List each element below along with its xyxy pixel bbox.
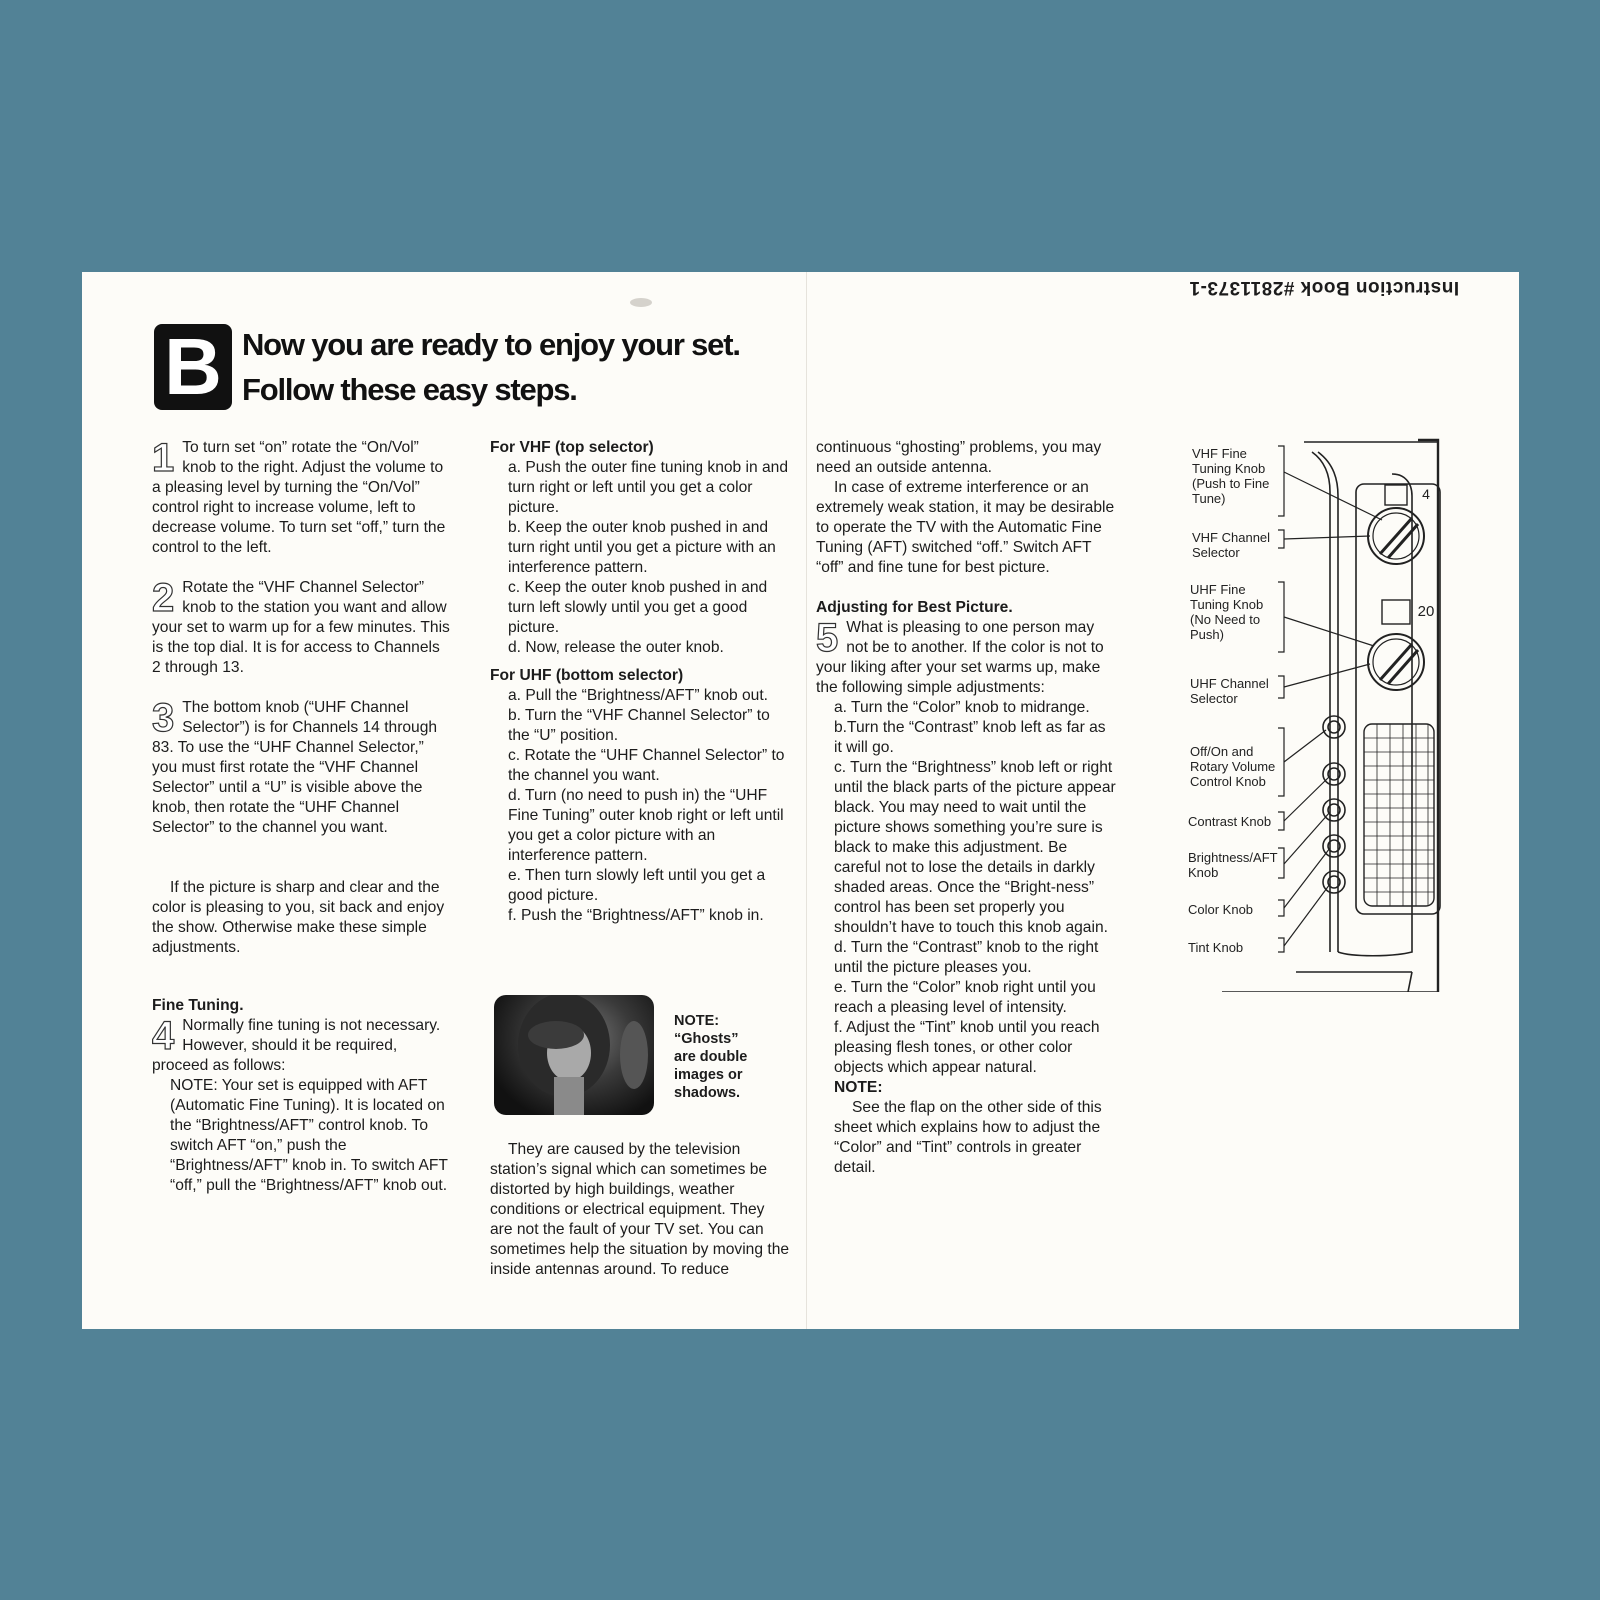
label-uhf-channel: UHF Channel Selector <box>1190 676 1269 706</box>
section-badge: B <box>154 324 232 410</box>
best-step-f: f. Adjust the “Tint” knob until you reach pleasing flesh tones, or other color objects which appear natural. <box>834 1019 1100 1076</box>
column-2 <box>490 438 790 926</box>
vhf-heading: For VHF (top selector) <box>490 439 654 456</box>
step-number-2: 2 <box>152 576 175 620</box>
uhf-channel-number: 20 <box>1417 603 1435 620</box>
label-offon-volume: Off/On and Rotary Volume Control Knob <box>1190 744 1276 789</box>
step-5: 5 What is pleasing to one person may not be to another. If the color is not to your liking after your set warms up, make the following simple adjustments: <box>816 616 1104 696</box>
vhf-step-c: c. Keep the outer knob pushed in and turn left slowly until you get a good picture. <box>508 579 768 636</box>
page-title <box>242 322 740 412</box>
interference-text: In case of extreme interference or an extremely weak station, it may be desirable to operate the TV with the Automatic Fine Tuning (AFT) switched “off.” Switch AFT “off” and fine tune for best picture. <box>816 479 1115 576</box>
column-1 <box>152 438 452 1196</box>
ghost-photo <box>494 995 654 1115</box>
step-3: 3 The bottom knob (“UHF Channel Selector”) is for Channels 14 through 83. To use the “UHF Channel Selector,” you must first rotate the “VHF Channel Selector” until a “U” is visible above the knob, then rotate the “UHF Channel Selector” to the channel you want. <box>152 696 438 836</box>
best-step-d: d. Turn the “Contrast” knob to the right until the picture pleases you. <box>834 939 1099 976</box>
uhf-heading: For UHF (bottom selector) <box>490 667 684 684</box>
vhf-step-d: d. Now, release the outer knob. <box>508 639 724 656</box>
label-vhf-channel: VHF Channel Selector <box>1192 530 1271 560</box>
label-color-knob: Color Knob <box>1188 902 1254 917</box>
label-uhf-fine-tuning: UHF Fine Tuning Knob (No Need to Push) <box>1190 582 1264 642</box>
tv-control-diagram <box>1112 432 1512 992</box>
vhf-step-b: b. Keep the outer knob pushed in and turn right until you get a picture with an interference pattern. <box>508 519 776 576</box>
uhf-step-b: b. Turn the “VHF Channel Selector” to the “U” position. <box>508 707 770 744</box>
best-picture-heading: Adjusting for Best Picture. <box>816 599 1013 616</box>
headline-line-1: Now you are ready to enjoy your set. <box>242 327 740 362</box>
best-step-b: b.Turn the “Contrast” knob left as far as it will go. <box>834 719 1106 756</box>
step-2: 2 Rotate the “VHF Channel Selector” knob to the station you want and allow your set to warm up for a few minutes. This is the top dial. It is for access to Channels 2 through 13. <box>152 576 450 676</box>
ghosting-continued: continuous “ghosting” problems, you may need an outside antenna. <box>816 439 1102 476</box>
step-number-5: 5 <box>816 616 839 660</box>
page-fold <box>806 272 807 1329</box>
instruction-sheet <box>82 272 1519 1329</box>
step-number-4: 4 <box>152 1014 175 1058</box>
uhf-step-a: a. Pull the “Brightness/AFT” knob out. <box>508 687 769 704</box>
ghost-text-block <box>490 1140 790 1280</box>
label-contrast-knob: Contrast Knob <box>1188 814 1272 829</box>
fold-mark <box>630 298 652 307</box>
column-3 <box>816 438 1116 1178</box>
label-tint-knob: Tint Knob <box>1188 940 1244 955</box>
ghost-text: They are caused by the television station’s signal which can sometimes be distorted by high buildings, weather conditions or electrical equipment. They are not the fault of your TV set. You can sometimes help the situation by moving the inside antennas around. To reduce <box>490 1141 790 1278</box>
step-number-3: 3 <box>152 696 175 740</box>
step-1: 1 To turn set “on” rotate the “On/Vol” knob to the right. Adjust the volume to a pleasing level by turning the “On/Vol” control right to increase volume, left to decrease volume. To turn set “off,” turn the control to the left. <box>152 436 446 556</box>
best-note-text: See the flap on the other side of this sheet which explains how to adjust the “Color” and “Tint” controls in greater detail. <box>834 1099 1102 1176</box>
ghost-note: NOTE: “Ghosts” are double images or shadows. <box>674 1013 748 1101</box>
ghost-photo-image <box>494 995 654 1115</box>
aft-note: NOTE: Your set is equipped with AFT (Automatic Fine Tuning). It is located on the “Brightness/AFT” control knob. To switch AFT “on,” push the “Brightness/AFT” knob in. To switch AFT “off,” pull the “Brightness/AFT” knob out. <box>170 1077 448 1194</box>
picture-sharp-text: If the picture is sharp and clear and the color is pleasing to you, sit back and enjoy the show. Otherwise make these simple adjustments. <box>152 879 445 956</box>
uhf-step-d: d. Turn (no need to push in) the “UHF Fine Tuning” outer knob right or left until you get a color picture with an interference pattern. <box>508 787 784 864</box>
best-step-c: c. Turn the “Brightness” knob left or right until the black parts of the picture appear black. You may need to wait until the picture shows something you’re sure is black to make this adjustment. Be careful not to lose the details in darkly shaded areas. Once the “Bright-ness” control has been set properly you shouldn’t have to touch this knob again. <box>834 759 1116 936</box>
headline-line-2: Follow these easy steps. <box>242 372 577 407</box>
best-note-label: NOTE: <box>834 1079 883 1096</box>
uhf-step-f: f. Push the “Brightness/AFT” knob in. <box>508 907 764 924</box>
best-step-a: a. Turn the “Color” knob to midrange. <box>834 699 1090 716</box>
step-number-1: 1 <box>152 436 175 480</box>
book-number: Instruction Book #2811373-1 <box>1188 277 1459 298</box>
best-step-e: e. Turn the “Color” knob right until you reach a pleasing level of intensity. <box>834 979 1096 1016</box>
uhf-step-e: e. Then turn slowly left until you get a good picture. <box>508 867 766 904</box>
fine-tuning-heading: Fine Tuning. <box>152 997 244 1014</box>
step-4: 4 Normally fine tuning is not necessary. However, should it be required, proceed as follows: <box>152 1014 441 1074</box>
label-brightness-knob: Brightness/AFT Knob <box>1188 850 1278 880</box>
label-vhf-fine-tuning: VHF Fine Tuning Knob (Push to Fine Tune) <box>1192 446 1270 506</box>
vhf-step-a: a. Push the outer fine tuning knob in and turn right or left until you get a color picture. <box>508 459 789 516</box>
uhf-step-c: c. Rotate the “UHF Channel Selector” to the channel you want. <box>508 747 785 784</box>
tv-panel-drawing <box>1112 432 1512 992</box>
vhf-channel-number: 4 <box>1422 486 1430 502</box>
